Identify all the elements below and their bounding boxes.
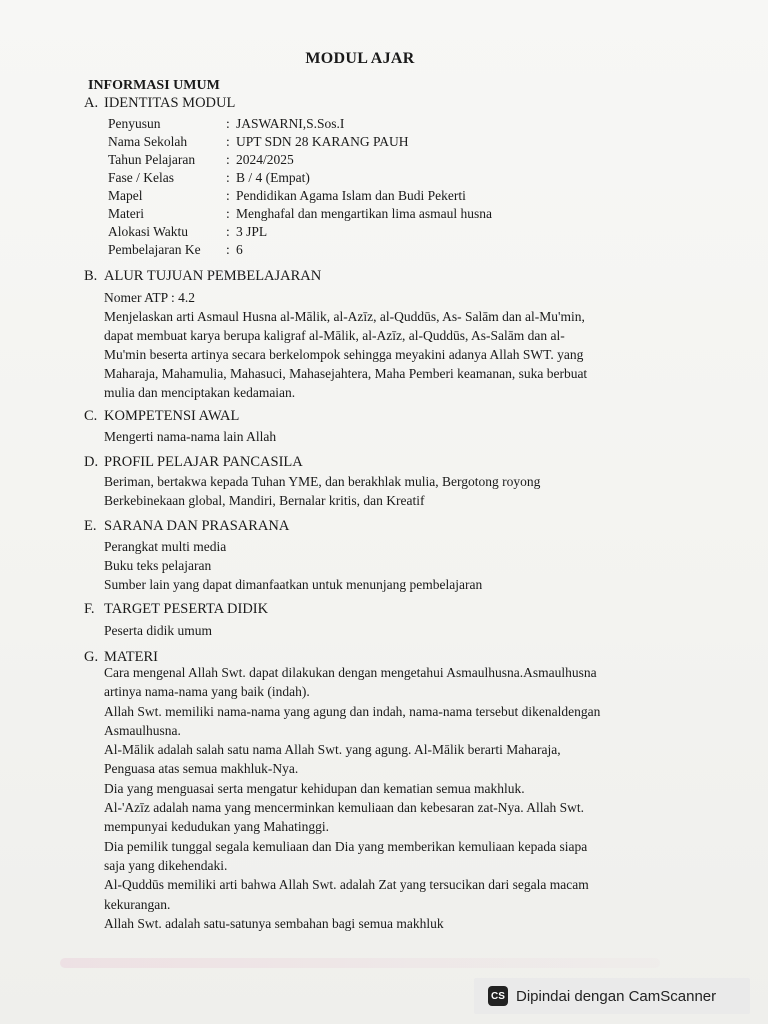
sarana-line: Buku teks pelajaran xyxy=(104,558,212,573)
materi-line: saja yang dikehendaki. xyxy=(104,857,228,873)
identitas-label: Materi xyxy=(108,206,144,221)
identitas-colon: : xyxy=(226,224,230,239)
profil-line: Beriman, bertakwa kepada Tuhan YME, dan berakhlak mulia, Bergotong royong xyxy=(104,474,541,489)
materi-line: kekurangan. xyxy=(104,896,171,912)
identitas-label: Mapel xyxy=(108,188,143,203)
identitas-colon: : xyxy=(226,134,230,149)
materi-line: Asmaulhusna. xyxy=(104,722,181,738)
atp-line: Menjelaskan arti Asmaul Husna al-Mālik, al-Azīz, al-Quddūs, As- Salām dan al-Mu'min, xyxy=(104,309,585,324)
identitas-value: 3 JPL xyxy=(236,224,268,239)
identitas-value: JASWARNI,S.Sos.I xyxy=(236,116,345,131)
identitas-row xyxy=(108,115,492,133)
identitas-value: UPT SDN 28 KARANG PAUH xyxy=(236,134,409,149)
atp-line: Maharaja, Mahamulia, Mahasuci, Mahasejahtera, Maha Pemberi keamanan, suka berbuat xyxy=(104,366,588,381)
materi-block xyxy=(104,663,652,933)
identitas-row xyxy=(108,169,492,187)
identitas-label: Pembelajaran Ke xyxy=(108,242,201,257)
materi-line: Al-Quddūs memiliki arti bahwa Allah Swt. adalah Zat yang tersucikan dari segala macam xyxy=(104,877,589,893)
materi-line: Al-Mālik adalah salah satu nama Allah Swt. yang agung. Al-Mālik berarti Maharaja, xyxy=(104,742,561,758)
section-title: IDENTITAS MODUL xyxy=(104,95,236,111)
identitas-row xyxy=(108,205,492,223)
informasi-umum-heading: INFORMASI UMUM xyxy=(88,78,220,93)
sarana-line: Perangkat multi media xyxy=(104,539,227,554)
camscanner-icon: CS xyxy=(488,986,508,1006)
identitas-row xyxy=(108,133,492,151)
materi-line: Dia pemilik tunggal segala kemuliaan dan Dia yang memberikan kemuliaan kepada siapa xyxy=(104,838,588,854)
section-letter: G. xyxy=(84,649,99,665)
section-letter: E. xyxy=(84,518,97,534)
identitas-table xyxy=(108,115,492,259)
section-letter: A. xyxy=(84,95,99,111)
document-title: MODUL AJAR xyxy=(305,50,415,67)
materi-line: mempunyai kedudukan yang Mahatinggi. xyxy=(104,819,329,835)
scanner-badge xyxy=(474,978,750,1014)
identitas-colon: : xyxy=(226,188,230,203)
identitas-label: Alokasi Waktu xyxy=(108,224,189,239)
identitas-row xyxy=(108,151,492,169)
section-c-heading xyxy=(84,408,239,425)
section-letter: D. xyxy=(84,454,99,470)
identitas-label: Fase / Kelas xyxy=(108,170,174,185)
section-letter: F. xyxy=(84,601,95,617)
materi-line: Allah Swt. memiliki nama-nama yang agung dan indah, nama-nama tersebut dikenaldengan xyxy=(104,703,601,719)
materi-line: Cara mengenal Allah Swt. dapat dilakukan dengan mengetahui Asmaulhusna.Asmaulhusna xyxy=(104,665,597,680)
section-a-heading xyxy=(84,95,235,112)
identitas-colon: : xyxy=(226,206,230,221)
kompetensi-text: Mengerti nama-nama lain Allah xyxy=(104,429,277,444)
section-title: ALUR TUJUAN PEMBELAJARAN xyxy=(104,268,322,284)
section-b-heading xyxy=(84,268,321,285)
atp-block xyxy=(104,288,652,402)
atp-line: mulia dan menciptakan kedamaian. xyxy=(104,385,296,400)
section-d-heading xyxy=(84,454,303,471)
section-title: KOMPETENSI AWAL xyxy=(104,408,240,424)
identitas-row xyxy=(108,223,492,241)
identitas-label: Tahun Pelajaran xyxy=(108,152,196,167)
sarana-block xyxy=(104,537,652,594)
section-e-heading xyxy=(84,518,289,535)
identitas-row xyxy=(108,241,492,259)
identitas-value: Menghafal dan mengartikan lima asmaul husna xyxy=(236,206,493,221)
materi-line: Dia yang menguasai serta mengatur kehidupan dan kematian semua makhluk. xyxy=(104,780,525,796)
identitas-colon: : xyxy=(226,116,230,131)
identitas-colon: : xyxy=(226,152,230,167)
section-letter: B. xyxy=(84,268,98,284)
section-title: SARANA DAN PRASARANA xyxy=(104,518,290,534)
identitas-value: 6 xyxy=(236,242,243,257)
atp-line: Mu'min beserta artinya secara berkelompok sehingga meyakini adanya Allah SWT. yang xyxy=(104,347,584,362)
section-title: MATERI xyxy=(104,649,158,665)
section-f-heading xyxy=(84,601,268,618)
materi-line: Allah Swt. adalah satu-satunya sembahan bagi semua makhluk xyxy=(104,915,444,931)
section-title: PROFIL PELAJAR PANCASILA xyxy=(104,454,303,470)
atp-number: Nomer ATP : 4.2 xyxy=(104,290,195,305)
sarana-line: Sumber lain yang dapat dimanfaatkan untuk menunjang pembelajaran xyxy=(104,577,483,592)
identitas-label: Penyusun xyxy=(108,116,161,131)
identitas-colon: : xyxy=(226,242,230,257)
section-title: TARGET PESERTA DIDIK xyxy=(104,601,269,617)
materi-line: Penguasa atas semua makhluk-Nya. xyxy=(104,761,299,777)
identitas-colon: : xyxy=(226,170,230,185)
scanner-text: Dipindai dengan CamScanner xyxy=(516,987,717,1005)
identitas-value: Pendidikan Agama Islam dan Budi Pekerti xyxy=(236,188,466,203)
scan-smudge xyxy=(60,958,660,968)
identitas-row xyxy=(108,187,492,205)
materi-line: Al-'Azīz adalah nama yang mencerminkan kemuliaan dan kebesaran zat-Nya. Allah Swt. xyxy=(104,800,584,816)
identitas-label: Nama Sekolah xyxy=(108,134,188,149)
materi-line: artinya nama-nama yang baik (indah). xyxy=(104,684,310,700)
target-text: Peserta didik umum xyxy=(104,623,212,638)
identitas-value: B / 4 (Empat) xyxy=(236,170,310,185)
atp-line: dapat membuat karya berupa kaligraf al-Mālik, al-Azīz, al-Quddūs, As-Salām dan al- xyxy=(104,328,565,343)
identitas-value: 2024/2025 xyxy=(236,152,294,167)
profil-line: Berkebinekaan global, Mandiri, Bernalar kritis, dan Kreatif xyxy=(104,493,425,508)
profil-block xyxy=(104,472,652,510)
section-letter: C. xyxy=(84,408,98,424)
